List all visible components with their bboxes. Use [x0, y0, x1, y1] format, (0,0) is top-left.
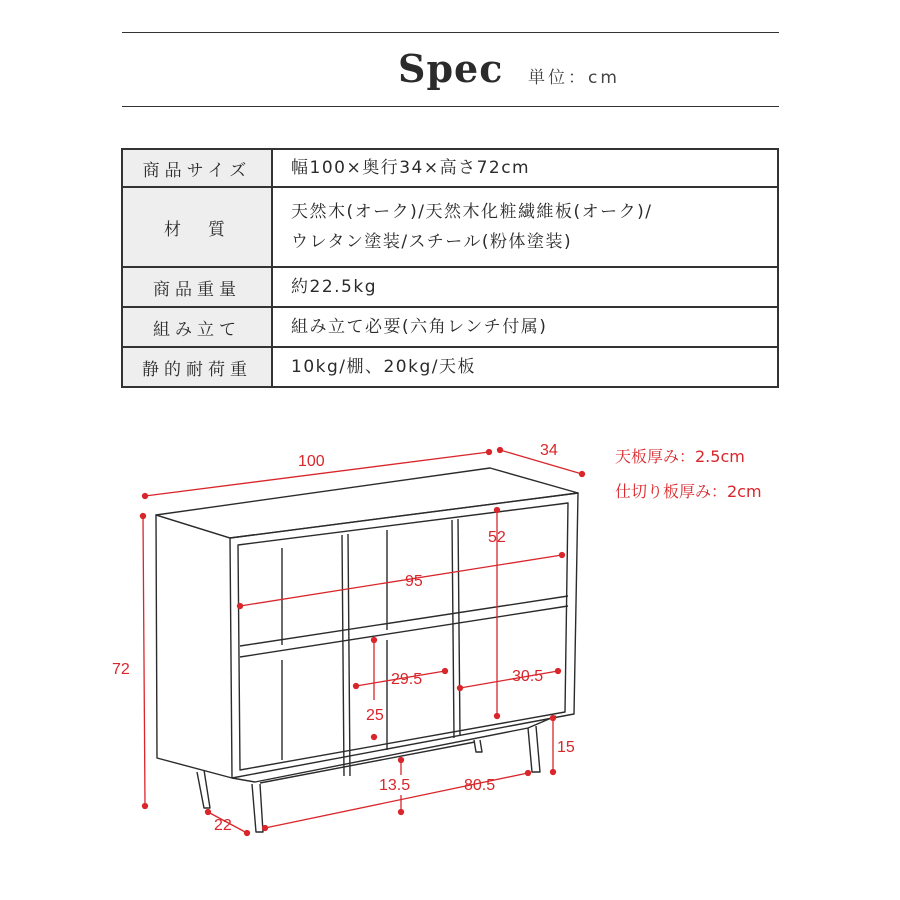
spec-value-weight: 約22.5kg	[272, 267, 778, 307]
dim-label-inner-width: 95	[405, 573, 423, 590]
dim-label-leg-depth: 22	[214, 817, 232, 834]
unit-label: 単位：cm	[528, 68, 620, 88]
spec-value-size: 幅100×奥行34×高さ72cm	[272, 149, 778, 187]
leg-back-right	[474, 740, 482, 752]
divider-left	[348, 534, 350, 776]
leg-front-left	[252, 784, 263, 832]
shelf-front-edge	[240, 596, 568, 646]
dim-label-depth: 34	[540, 442, 558, 459]
spec-value-load: 10kg/棚、20kg/天板	[272, 347, 778, 387]
spec-key-assembly: 組み立て	[122, 307, 272, 347]
dim-label-leg-height: 15	[557, 739, 575, 756]
leg-front-right	[528, 726, 540, 772]
dim-label-cell-right: 30.5	[512, 668, 544, 685]
cabinet-drawing	[156, 468, 578, 832]
dim-label-cell-left: 29.5	[391, 671, 423, 688]
note-top-thickness: 天板厚み：2.5cm	[615, 447, 745, 466]
cabinet-top	[156, 468, 578, 538]
dim-label-leg-span: 80.5	[464, 777, 496, 794]
note-divider-thickness: 仕切り板厚み：2cm	[615, 482, 762, 501]
spec-key-material: 材 質	[122, 187, 272, 267]
dim-label-leg-inset: 13.5	[379, 777, 411, 794]
dim-label-height: 72	[112, 661, 130, 678]
spec-value-material-line1: 天然木(オーク)/天然木化粧繊維板(オーク)/	[291, 202, 653, 222]
leg-back-left	[197, 770, 210, 808]
spec-value-assembly: 組み立て必要(六角レンチ付属)	[272, 307, 778, 347]
dim-label-lower-height: 25	[366, 707, 384, 724]
divider-right	[458, 519, 460, 736]
spec-key-weight: 商品重量	[122, 267, 272, 307]
shelf-lower-edge	[240, 606, 568, 657]
spec-value-material-line2: ウレタン塗装/スチール(粉体塗装)	[291, 232, 573, 252]
page-title: Spec	[398, 46, 504, 91]
dim-label-width: 100	[298, 453, 325, 470]
spec-key-size: 商品サイズ	[122, 149, 272, 187]
spec-key-load: 静的耐荷重	[122, 347, 272, 387]
dim-label-upper-height: 52	[488, 529, 506, 546]
cabinet-left-side	[156, 515, 232, 778]
dimension-lines	[141, 448, 585, 836]
